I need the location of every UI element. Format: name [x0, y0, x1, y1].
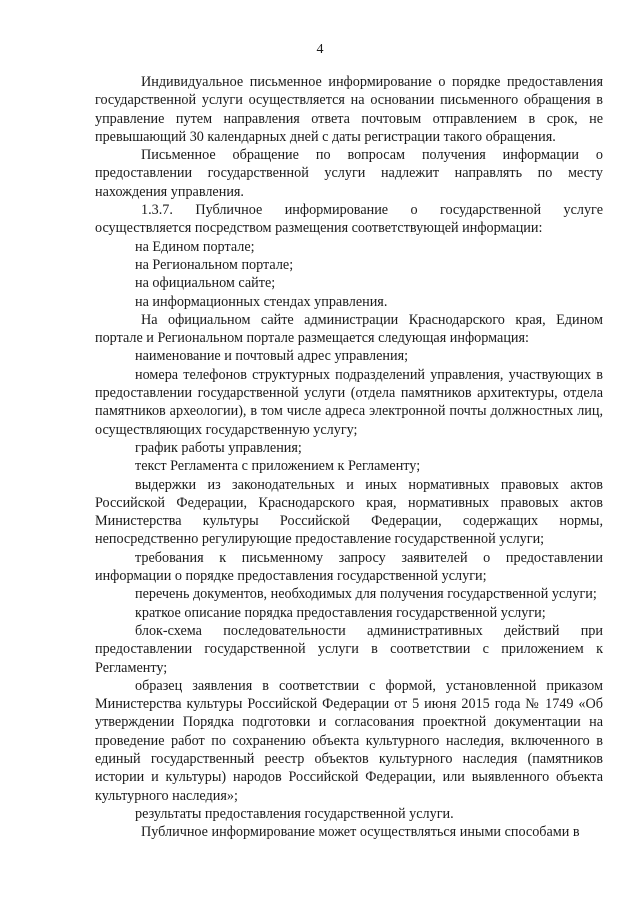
paragraph-written-appeal: Письменное обращение по вопросам получения информации о предоставлении государственной услуги надлежит направлять по месту нахождения управления. [95, 147, 603, 200]
list-item-flowchart: блок-схема последовательности административных действий при предоставлении государственной услуги в соответствии с приложением к Регламенту; [95, 622, 603, 676]
list-item-name-address: наименование и почтовый адрес управления; [135, 348, 409, 365]
list-item-service-results: результаты предоставления государственной услуги. [135, 805, 454, 822]
list-item-work-schedule: график работы управления; [135, 439, 302, 456]
list-item-application-sample: образец заявления в соответствии с формой, установленной приказом Министерства культуры Российской Федерации от 5 июня 2015 года № 1749 «Об утверждении Порядка подготовки и согласования проектной документации на проведение работ по сохранению объекта культурного наследия, включенного в единый государственный реестр объектов культурного наследия (памятников истории и культуры) народов Российской Федерации, или выявленного объекта культурного наследия»; [95, 677, 603, 804]
list-item-official-site: на официальном сайте; [135, 275, 276, 292]
page-number: 4 [316, 42, 324, 57]
list-item-request-requirements: требования к письменному запросу заявителей о предоставлении информации о порядке предоставления государственной услуги; [95, 549, 603, 585]
list-item-regional-portal: на Региональном портале; [135, 256, 294, 273]
list-item-unified-portal: на Едином портале; [135, 238, 255, 255]
paragraph-section-1-3-7: 1.3.7. Публичное информирование о государственной услуге осуществляется посредством размещения соответствующей информации: [95, 202, 603, 237]
list-item-phone-numbers: номера телефонов структурных подразделений управления, участвующих в предоставлении государственной услуги (отдела памятников архитектуры, отдела памятников археологии), в том числе адреса электронной почты должностных лиц, осуществляющих государственную услугу; [95, 366, 603, 438]
list-item-info-stands: на информационных стендах управления. [135, 293, 388, 310]
list-item-regulation-text: текст Регламента с приложением к Регламенту; [135, 458, 421, 475]
list-item-procedure-summary: краткое описание порядка предоставления государственной услуги; [135, 604, 546, 621]
list-item-document-list: перечень документов, необходимых для получения государственной услуги; [135, 586, 597, 603]
paragraph-individual-informing: Индивидуальное письменное информирование о порядке предоставления государственной услуги осуществляется на основании письменного обращения в управление путем направления ответа почтовым отправлением в срок, не превышающий 30 календарных дней с даты регистрации такого обращения. [95, 74, 603, 145]
paragraph-published-info: На официальном сайте администрации Краснодарского края, Едином портале и Региональном портале размещается следующая информация: [95, 311, 603, 347]
document-body [95, 73, 603, 841]
paragraph-public-informing-other: Публичное информирование может осуществляться иными способами в [141, 824, 580, 841]
list-item-legal-extracts: выдержки из законодательных и иных нормативных правовых актов Российской Федерации, Краснодарского края, нормативных правовых актов Министерства культуры Российской Федерации, содержащих нормы, непосредственно регулирующие предоставление государственной услуги; [95, 476, 603, 548]
